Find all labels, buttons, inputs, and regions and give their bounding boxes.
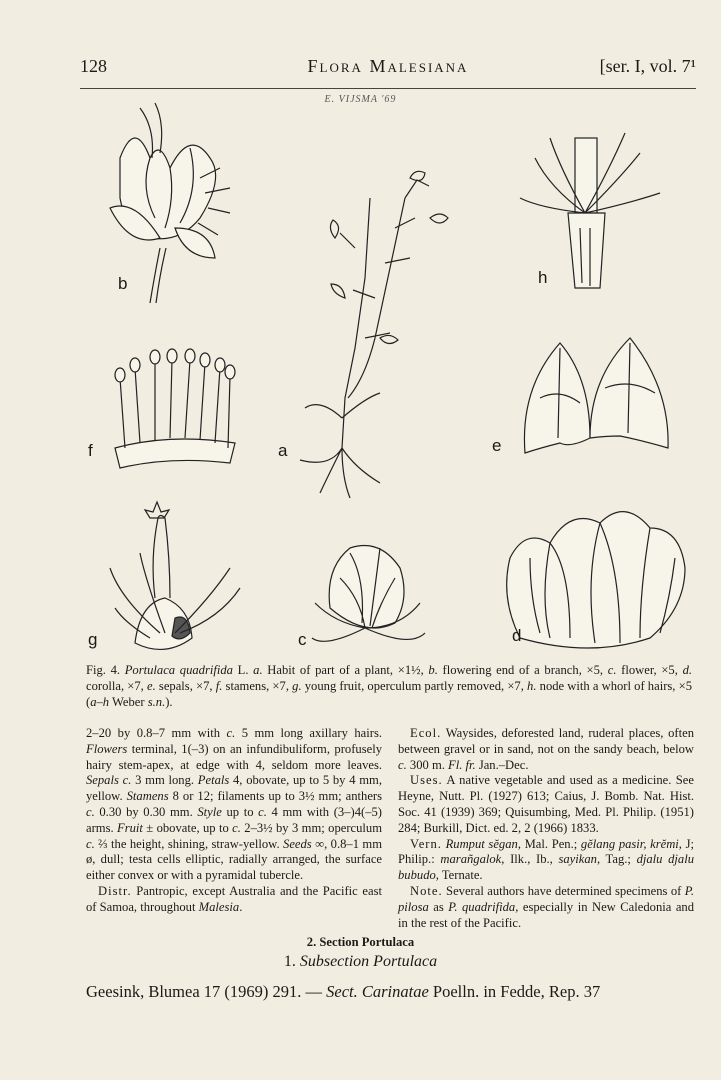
drawing-e-sepals <box>524 338 668 453</box>
drawing-h-node <box>520 133 660 288</box>
label-f: f <box>88 441 93 460</box>
illustrator-signature: E. VIJSMA '69 <box>324 94 397 105</box>
page-header <box>80 56 696 82</box>
drawing-a-habit <box>300 171 448 498</box>
drawing-d-corolla <box>507 512 685 648</box>
subsection-heading: 1. Subsection Portulaca <box>283 953 438 970</box>
reference-line: Geesink, Blumea 17 (1969) 291. — Sect. Carinatae Poelln. in Fedde, Rep. 37 <box>86 982 601 1001</box>
uses-paragraph: Uses. A native vegetable and used as a medicine. See Heyne, Nutt. Pl. (1927) 613; Caius, J. Bomb. Nat. Hist. Soc. 41 (1939) 369; Quisumbing, Med. Pl. Philip. (1951) 284; Burkill, Dict. ed. 2, 2 (1966) 1833. <box>398 773 694 835</box>
series-volume: [ser. I, vol. 7¹ <box>599 56 696 76</box>
ecology-paragraph: Ecol. Waysides, deforested land, ruderal places, often between gravel or in sand, not on the sandy beach, below c. 300 m. Fl. fr. Jan.–Dec. <box>398 726 694 772</box>
label-b: b <box>118 274 128 293</box>
botanical-illustration <box>80 98 696 658</box>
drawing-g-young-fruit <box>110 502 240 649</box>
right-column <box>398 726 694 931</box>
description-paragraph: 2–20 by 0.8–7 mm with c. 5 mm long axillary hairs. Flowers terminal, 1(–3) on an infundibuliform, profusely hairy stem-apex, at edge with 4, seldom more leaves. Sepals c. 3 mm long. Petals 4, obovate, up to 5 by 4 mm, yellow. Stamens 8 or 12; filaments up to 3½ mm; anthers c. 0.30 by 0.30 mm. Style up to c. 4 mm with (3–)4(–5) arms. Fruit ± obovate, up to c. 2–3½ by 3 mm; operculum c. ⅔ the height, shining, straw-yellow. Seeds ∞, 0.8–1 mm ø, dull; testa cells elliptic, radially arranged, the surface either convex or with a pyramidal tubercle. <box>86 726 383 883</box>
label-d: d <box>512 626 522 645</box>
label-c: c <box>298 630 307 649</box>
label-a: a <box>278 441 288 460</box>
drawing-b-flowering-end <box>110 103 230 303</box>
vernacular-paragraph: Vern. Rumput sĕgan, Mal. Pen.; gĕlang pasir, krĕmi, J; Philip.: marañgalok, Ilk., Ib., sayikan, Tag.; djalu djalu bubudo, Ternate. <box>398 836 694 883</box>
drawing-f-stamens <box>115 349 235 468</box>
header-rule <box>80 88 696 89</box>
label-g: g <box>88 630 98 649</box>
left-column <box>86 726 382 916</box>
note-paragraph: Note. Several authors have determined specimens of P. pilosa as P. quadrifida, especially in New Caledonia and in the rest of the Pacific. <box>398 883 695 930</box>
figure-caption: Fig. 4. Portulaca quadrifida L. a. Habit of part of a plant, ×1½, b. flowering end of a branch, ×5, c. flower, ×5, d. corolla, ×7, e. sepals, ×7, f. stamens, ×7, g. young fruit, operculum partly removed, ×7, h. node with a whorl of hairs, ×5 (a–h Weber s.n.). <box>86 663 693 709</box>
distribution-paragraph: Distr. Pantropic, except Australia and the Pacific east of Samoa, throughout Malesia. <box>86 883 382 914</box>
section-heading: 2. Section Portulaca <box>306 935 415 949</box>
figure-4-plate <box>80 98 696 658</box>
running-title: Flora Malesiana <box>307 56 469 76</box>
page-number: 128 <box>80 56 107 76</box>
label-e: e <box>492 436 502 455</box>
drawing-c-flower <box>312 546 425 642</box>
label-h: h <box>538 268 548 287</box>
